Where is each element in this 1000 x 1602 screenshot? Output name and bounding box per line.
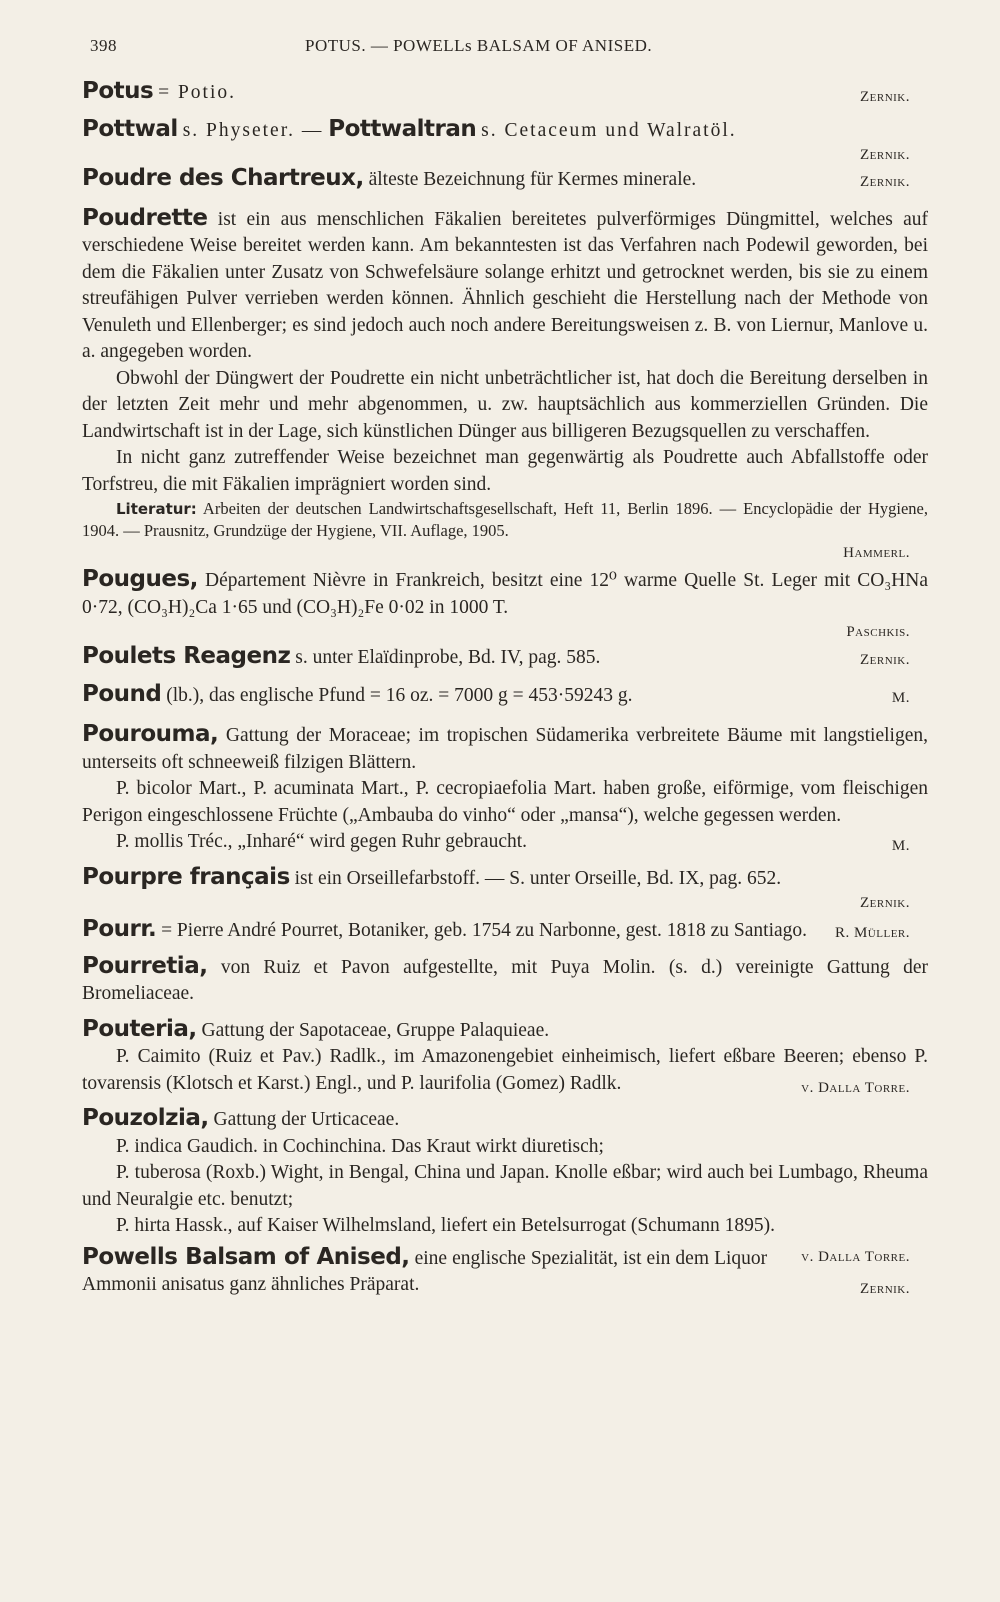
paragraph: P. mollis Tréc., „Inharé“ wird gegen Ruhr gebraucht.	[116, 831, 528, 852]
author-signature: Zernik.	[859, 89, 910, 105]
entry-pougues	[82, 564, 928, 643]
paragraph: Gattung der Moraceae; im tropischen Südamerika verbreitete Bäume mit langstieligen, unterseits oft schneeweiß filzigen Blättern.	[82, 725, 929, 773]
entry-text: Département Nièvre in Frankreich, besitzt eine 12⁰ warme Quelle St. Leger mit CO₃HNa 0·72, (CO₃H)₂Ca 1·65 und (CO₃H)₂Fe 0·02 in 1000 T.	[82, 570, 928, 618]
literature	[82, 498, 928, 542]
paragraph: P. bicolor Mart., P. acuminata Mart., P. cecropiaefolia Mart. haben große, eiförmige, vom fleischigen Perigon eingeschlossene Früchte („Ambauba do vinho“ oder „mansa“), welche gegessen werden.	[82, 778, 928, 826]
entry-poudrette	[82, 203, 928, 565]
author-signature: v. Dalla Torre.	[801, 1079, 910, 1096]
entry-pottwal	[82, 112, 928, 165]
headword: Pottwal	[82, 116, 178, 142]
entry-potus	[82, 74, 928, 112]
entry-text: älteste Bezeichnung für Kermes minerale.	[368, 168, 697, 190]
entry-text: = Pierre André Pourret, Botaniker, geb. 1754 zu Narbonne, gest. 1818 zu Santiago.	[161, 920, 808, 941]
entry-pourouma	[82, 721, 928, 856]
entry-text: s. Cetaceum und Walratöl.	[481, 120, 737, 141]
author-signature: Paschkis.	[846, 624, 910, 640]
author-signature: v. Dalla Torre.	[801, 1248, 910, 1265]
paragraph: Obwohl der Düngwert der Poudrette ein nicht unbeträchtlicher ist, hat doch die Bereitung derselben in der letzten Zeit mehr und mehr abgenommen, u. zw. hauptsächlich aus kommerziellen Gründen. Die Landwirtschaft ist in der Lage, sich künstlichen Dünger aus billigeren Bezugsquellen zu verschaffen.	[82, 367, 928, 442]
author-signature: M.	[891, 838, 910, 854]
headword: Poudrette	[82, 204, 208, 231]
headword: Pouzolzia,	[82, 1105, 209, 1131]
headword: Potus	[82, 78, 154, 104]
headword: Pourr.	[82, 916, 157, 942]
headword-secondary: Pottwaltran	[328, 116, 477, 142]
headword: Poulets Reagenz	[82, 643, 291, 669]
headword: Pourpre français	[82, 863, 290, 890]
entry-text: von Ruiz et Pavon aufgestellte, mit Puya Molin. (s. d.) vereinigte Gattung der Bromeliaceae.	[82, 956, 929, 1004]
author-signature: Zernik.	[859, 652, 910, 668]
page-number: 398	[90, 36, 117, 55]
headword: Poudre des Chartreux,	[82, 164, 364, 191]
author-signature: Hammerl.	[843, 545, 910, 561]
headword: Pound	[82, 681, 162, 707]
paragraph: Gattung der Urticaceae.	[213, 1109, 400, 1130]
headword: Pougues,	[82, 566, 198, 592]
paragraph-row	[82, 1044, 928, 1097]
headword: Powells Balsam of Anised,	[82, 1243, 410, 1270]
headword: Pourretia,	[82, 952, 208, 979]
author-signature: Zernik.	[859, 146, 910, 163]
paragraph: P. indica Gaudich. in Cochinchina. Das Kraut wirkt diuretisch;	[116, 1135, 604, 1157]
paragraph-row	[82, 829, 928, 856]
page-content	[82, 74, 928, 1303]
paragraph: Gattung der Sapotaceae, Gruppe Palaquieae.	[201, 1019, 550, 1041]
paragraph: P. Caimito (Ruiz et Pav.) Radlk., im Amazonengebiet einheimisch, liefert eßbare Beeren; ebenso P. tovarensis (Klotsch et Karst.) Engl., und P. laurifolia (Gomez) Radlk.	[82, 1046, 928, 1094]
entry-text: = Potio.	[158, 82, 237, 103]
entry-pound	[82, 681, 928, 721]
entry-pourpre	[82, 864, 928, 915]
entry-text: (lb.), das englische Pfund = 16 oz. = 7000 g = 453·59243 g.	[166, 685, 633, 706]
entry-text: eine englische Spezialität, ist ein dem Liquor Ammonii anisatus ganz ähnliches Präparat.	[82, 1247, 768, 1295]
running-title: POTUS. — POWELLs BALSAM OF ANISED.	[305, 36, 653, 55]
headword: Pouteria,	[82, 1015, 197, 1042]
paragraph: P. tuberosa (Roxb.) Wight, in Bengal, China und Japan. Knolle eßbar; wird auch bei Lumbago, Rheuma und Neuralgie etc. benutzt;	[82, 1162, 928, 1210]
paragraph: ist ein aus menschlichen Fäkalien bereitetes pulverförmiges Düngmittel, welches auf verschiedene Weise bereitet werden kann. Am bekanntesten ist das Verfahren nach Podewil geworden, bei dem die Fäkalien unter Zusatz von Schwefelsäure solange erhitzt und getrocknet werden, bis sie zu einem streufähigen Pulver verrieben werden können. Ähnlich geschieht die Herstellung nach der Methode von Venuleth und Ellenberger; es sind jedoch auch noch andere Bereitungsweisen z. B. von Liernur, Manlove u. a. angegeben worden.	[82, 208, 928, 362]
entry-text: s. Physeter. —	[182, 120, 324, 141]
author-signature: M.	[891, 690, 910, 706]
entry-pourretia	[82, 953, 928, 1008]
entry-text: s. unter Elaïdinprobe, Bd. IV, pag. 585.	[295, 647, 601, 668]
entry-poudre	[82, 165, 928, 203]
headword: Pourouma,	[82, 721, 219, 747]
author-signature: Zernik.	[859, 173, 910, 190]
paragraph: P. hirta Hassk., auf Kaiser Wilhelmsland, liefert ein Betelsurrogat (Schumann 1895).	[116, 1215, 775, 1236]
author-signature: Zernik.	[859, 1281, 910, 1297]
literature-label: Literatur:	[116, 500, 197, 518]
entry-poulets	[82, 643, 928, 681]
entry-pouteria	[82, 1016, 928, 1098]
entry-text: ist ein Orseillefarbstoff. — S. unter Orseille, Bd. IX, pag. 652.	[294, 867, 782, 889]
author-signature: R. Müller.	[834, 925, 910, 941]
author-signature: Zernik.	[859, 895, 910, 911]
literature-text: Arbeiten der deutschen Landwirtschaftsgesellschaft, Heft 11, Berlin 1896. — Encyclopädie der Hygiene, 1904. — Prausnitz, Grundzüge der Hygiene, VII. Auflage, 1905.	[82, 499, 928, 540]
entry-pourr	[82, 914, 928, 945]
paragraph: In nicht ganz zutreffender Weise bezeichnet man gegenwärtig als Poudrette auch Abfallstoffe oder Torfstreu, die mit Fäkalien imprägniert worden sind.	[82, 447, 928, 495]
